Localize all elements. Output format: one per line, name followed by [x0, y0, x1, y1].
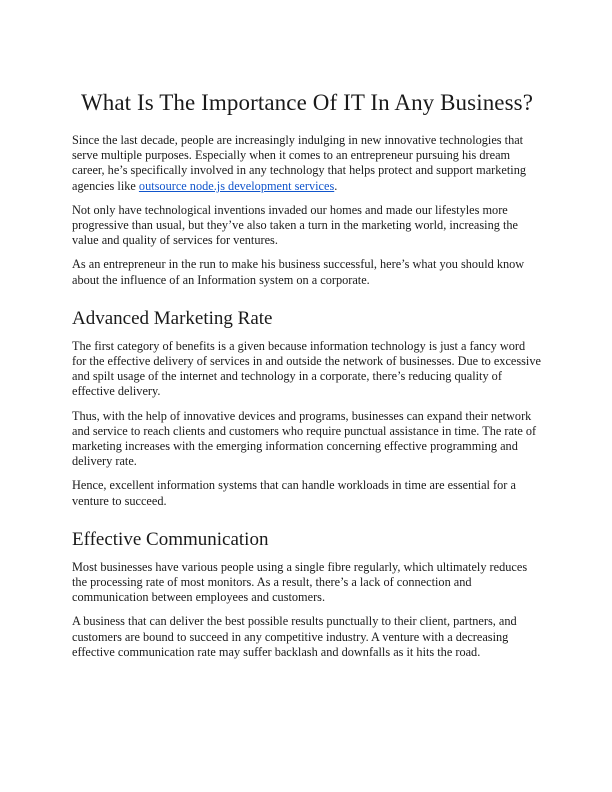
section2-paragraph-2: A business that can deliver the best possible results punctually to their client, partners, and customers are bound to succeed in any competitive industry. A venture with a decreasing effective communication rate may suffer backlash and downfalls as it hits the road.	[72, 614, 517, 659]
section1-paragraph-1: The first category of benefits is a given because information technology is just a fancy word for the effective delivery of services in and outside the network of businesses. Due to excessive and spilt usage of the internet and technology in a corporate, there’s reducing quality of effective delivery.	[72, 338, 541, 399]
section-heading-advanced-marketing-rate: Advanced Marketing Rate	[72, 307, 273, 329]
document-page	[72, 86, 542, 669]
intro-paragraph-1	[72, 133, 542, 194]
intro-paragraph-1-text: Since the last decade, people are increasingly indulging in new innovative technologies that serve multiple purposes. Especially when it comes to an entrepreneur pursuing his dream career, he’s specifically involved in any technology that helps protect and support marketing agencies like	[72, 133, 527, 193]
intro-paragraph-1-end: .	[334, 178, 338, 193]
intro-paragraph-3: As an entrepreneur in the run to make his business successful, here’s what you should know about the influence of an Information system on a corporate.	[72, 257, 525, 287]
outsource-nodejs-link[interactable]: outsource node.js development services	[138, 178, 335, 193]
page-title: What Is The Importance Of IT In Any Business?	[80, 90, 534, 115]
section1-paragraph-3: Hence, excellent information systems that can handle workloads in time are essential for a venture to succeed.	[72, 478, 516, 508]
section2-paragraph-1: Most businesses have various people using a single fibre regularly, which ultimately reduces the processing rate of most monitors. As a result, there’s a lack of connection and communication between employees and customers.	[72, 559, 528, 605]
intro-paragraph-2: Not only have technological inventions invaded our homes and made our lifestyles more progressive than usual, but they’ve also taken a turn in the marketing world, increasing the value and quality of services for ventures.	[72, 202, 518, 248]
section-heading-effective-communication: Effective Communication	[72, 528, 269, 550]
section1-paragraph-2: Thus, with the help of innovative devices and programs, businesses can expand their network and service to reach clients and customers who require punctual assistance in time. The rate of marketing increases with the emerging information concerning effective programming and delivery rate.	[72, 408, 537, 469]
